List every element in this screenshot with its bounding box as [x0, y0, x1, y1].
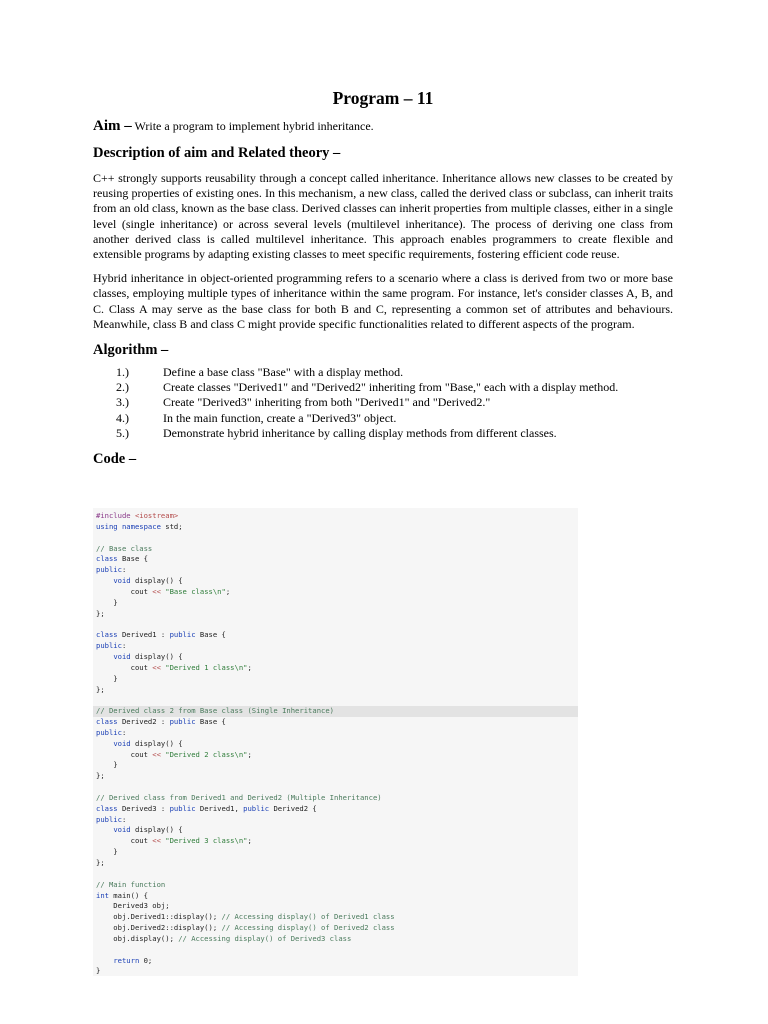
code-line: Derived3 obj;: [96, 901, 170, 911]
code-line: };: [96, 858, 105, 867]
description-heading: Description of aim and Related theory –: [93, 145, 341, 161]
code-line: void display() {: [113, 651, 183, 661]
description-paragraph-1: C++ strongly supports reusability through a concept called inheritance. Inheritance allows new classes to be created by reusing properties of existing ones. In this mechanism, a new class, called the derived class or subclass, can inherit traits from an old class, known as the base class. Derived classes can inherit properties from multiple classes, either in a single level (single inheritance) or across several levels (multilevel inheritance). The process of deriving one class from another derived class is called multilevel inheritance. This approach enables programmers to create flexible and extensible programs by adapting existing classes to meet specific requirements, fostering efficient code reuse.: [93, 171, 673, 262]
code-line: using namespace std;: [96, 521, 183, 531]
code-line: class Derived3 : public Derived1, public Derived2 {: [96, 803, 317, 813]
code-line: cout << "Derived 3 class\n";: [96, 836, 252, 846]
code-line: [93, 695, 578, 706]
aim-section: [93, 117, 673, 135]
step-text: In the main function, create a "Derived3" object.: [163, 410, 397, 425]
code-line: int main() {: [96, 890, 148, 900]
code-line: [93, 782, 578, 793]
code-line: // Derived class from Derived1 and Derived2 (Multiple Inheritance): [96, 792, 382, 802]
step-text: Demonstrate hybrid inheritance by calling display methods from different classes.: [163, 425, 557, 440]
description-paragraph-2: Hybrid inheritance in object-oriented programming refers to a scenario where a class is derived from two or more base classes, employing multiple types of inheritance within the same program. For instance, let's consider classes A, B, and C. Class A may serve as the base class for both B and C, representing a common set of attributes and behaviours. Meanwhile, class B and class C might provide specific functionalities related to different aspects of the program.: [93, 271, 673, 331]
step-number: 2.): [116, 380, 129, 395]
code-line: [93, 869, 578, 880]
list-item: [93, 426, 673, 441]
aim-text: Write a program to implement hybrid inheritance.: [134, 119, 374, 133]
code-line: }: [96, 760, 118, 770]
code-line: public:: [96, 814, 127, 824]
code-line: }: [96, 966, 101, 976]
code-line: // Base class: [96, 543, 153, 553]
document-page: [93, 86, 673, 976]
code-line: class Derived2 : public Base {: [96, 717, 226, 727]
list-item: [93, 395, 673, 410]
code-line: void display() {: [113, 738, 183, 748]
list-item: [93, 411, 673, 426]
code-line: obj.display(); // Accessing display() of Derived3 class: [96, 933, 352, 943]
code-line: // Derived class 2 from Base class (Single Inheritance): [93, 706, 578, 717]
code-line: obj.Derived2::display(); // Accessing display() of Derived2 class: [96, 923, 395, 933]
code-line: cout << "Derived 1 class\n";: [96, 662, 252, 672]
code-screenshot: [93, 508, 578, 976]
code-line: return 0;: [113, 955, 153, 965]
code-heading: Code –: [93, 451, 137, 468]
code-line: void display() {: [113, 825, 183, 835]
code-line: public:: [96, 727, 127, 737]
code-line: cout << "Derived 2 class\n";: [96, 749, 252, 759]
step-number: 3.): [116, 395, 129, 410]
code-line: }: [96, 847, 118, 857]
code-line: [93, 533, 578, 544]
code-line: };: [96, 771, 105, 781]
code-line: public:: [96, 641, 127, 651]
code-line: };: [96, 684, 105, 694]
step-text: Create "Derived3" inheriting from both "Derived1" and "Derived2.": [163, 395, 491, 410]
code-line: obj.Derived1::display(); // Accessing display() of Derived1 class: [96, 912, 395, 922]
code-line: };: [96, 608, 105, 618]
step-text: Create classes "Derived1" and "Derived2" inheriting from "Base," each with a display method.: [163, 380, 619, 395]
code-line: class Derived1 : public Base {: [96, 630, 226, 640]
code-line: public:: [96, 565, 127, 575]
code-line: class Base {: [96, 554, 148, 564]
step-number: 5.): [116, 425, 129, 440]
code-line: [93, 945, 578, 956]
list-item: [93, 365, 673, 380]
step-number: 1.): [116, 365, 129, 380]
code-line: #include <iostream>: [96, 511, 179, 520]
code-line: [93, 619, 578, 630]
code-line: void display() {: [113, 576, 183, 586]
code-line: }: [96, 673, 118, 683]
step-text: Define a base class "Base" with a display method.: [163, 365, 404, 380]
list-item: [93, 380, 673, 395]
code-line: cout << "Base class\n";: [96, 586, 231, 596]
step-number: 4.): [116, 410, 129, 425]
code-line: // Main function: [96, 879, 166, 889]
page-title: Program – 11: [332, 88, 434, 108]
code-line: }: [96, 597, 118, 607]
aim-label: Aim –: [93, 118, 132, 134]
algorithm-list: [93, 365, 673, 441]
algorithm-heading: Algorithm –: [93, 342, 169, 359]
